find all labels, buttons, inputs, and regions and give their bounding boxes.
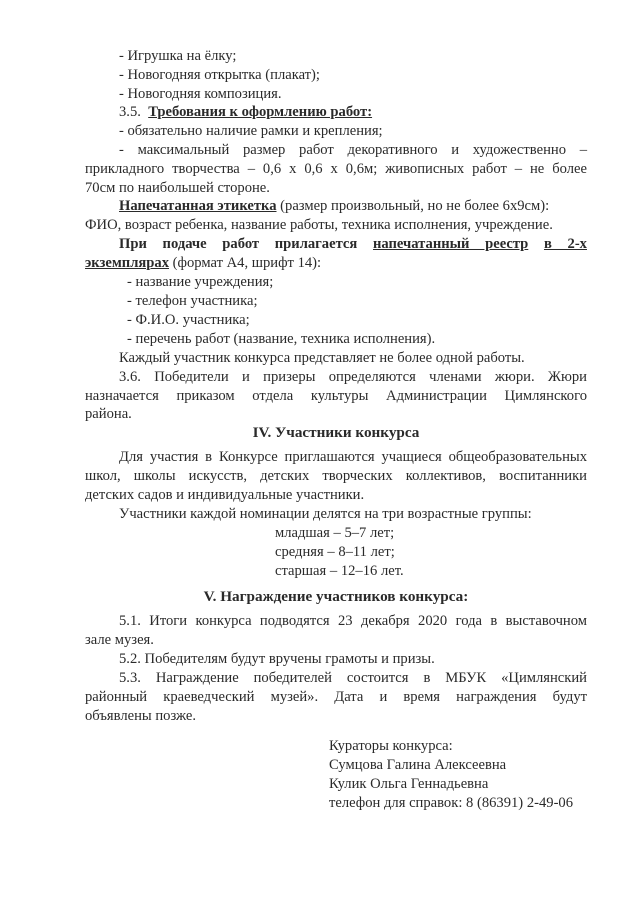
list-item: - Ф.И.О. участника; (127, 312, 250, 328)
requirement-frame: - обязательно наличие рамки и крепления; (119, 123, 383, 139)
registry-line (119, 235, 587, 253)
section-title: Требования к оформлению работ: (148, 104, 373, 120)
section-5-3-line: 5.3. Награждение победителей состоится в МБУК «Цимлянский (119, 670, 587, 686)
label-size: (размер произвольный, но не более 6х9см): (280, 198, 550, 214)
requirement-size-line: 70см по наибольшей стороне. (85, 180, 270, 196)
section-4-paragraph-line: школ, школы искусств, детских творческих коллективов, воспитанники (85, 468, 587, 484)
registry-link: в 2-х (543, 236, 587, 252)
requirement-size-line: прикладного творчества – 0,6 х 0,6 х 0,6м; живописных работ – не более (85, 161, 587, 177)
section-4-paragraph-line: Для участия в Конкурсе приглашаются учащиеся общеобразовательных (119, 449, 587, 465)
section-3-6-line: района. (85, 406, 132, 422)
section-5-3-line: районный краеведческий музей». Дата и время награждения будут (85, 689, 587, 705)
section-3-6-line: назначается приказом отдела культуры Администрации Цимлянского (85, 388, 587, 404)
age-group: младшая – 5–7 лет; (275, 525, 395, 541)
list-item: - Игрушка на ёлку; (119, 48, 237, 64)
curators-title: Кураторы конкурса: (329, 738, 453, 754)
list-item: - Новогодняя композиция. (119, 86, 282, 102)
requirement-size-line: - максимальный размер работ декоративного и художественно – (119, 142, 587, 158)
section-3-6-line: 3.6. Победители и призеры определяются членами жюри. Жюри (119, 369, 587, 385)
section-5-heading: V. Награждение участников конкурса: (203, 588, 469, 605)
age-groups-intro: Участники каждой номинации делятся на три возрастные группы: (119, 506, 532, 522)
section-4-paragraph-line: детских садов и индивидуальные участники. (85, 487, 365, 503)
label-contents: ФИО, возраст ребенка, название работы, техника исполнения, учреждение. (85, 217, 553, 233)
label-title: Напечатанная этикетка (119, 198, 277, 214)
section-5-1-line: зале музея. (85, 632, 154, 648)
list-item: - перечень работ (название, техника исполнения). (127, 331, 436, 347)
registry-lead: При подаче работ прилагается (119, 236, 358, 252)
list-item: - телефон участника; (127, 293, 258, 309)
section-5-2: 5.2. Победителям будут вручены грамоты и призы. (119, 651, 435, 667)
curator-name: Сумцова Галина Алексеевна (329, 757, 507, 773)
age-group: средняя – 8–11 лет; (275, 544, 395, 560)
registry-link: экземплярах (85, 255, 170, 271)
contact-phone: телефон для справок: 8 (86391) 2-49-06 (329, 795, 574, 811)
list-item: - название учреждения; (127, 274, 274, 290)
label-requirement (119, 197, 549, 215)
section-5-3-line: объявлены позже. (85, 708, 196, 724)
curator-name: Кулик Ольга Геннадьевна (329, 776, 489, 792)
section-5-1-line: 5.1. Итоги конкурса подводятся 23 декабря 2020 года в выставочном (119, 613, 587, 629)
registry-link: напечатанный реестр (372, 236, 529, 252)
section-4-heading: IV. Участники конкурса (252, 424, 420, 441)
section-number: 3.5. (119, 104, 141, 120)
section-3-5-heading (119, 103, 372, 121)
registry-line (85, 254, 321, 272)
registry-format: (формат А4, шрифт 14): (172, 255, 322, 271)
age-group: старшая – 12–16 лет. (275, 563, 404, 579)
one-work-rule: Каждый участник конкурса представляет не более одной работы. (119, 350, 525, 366)
list-item: - Новогодняя открытка (плакат); (119, 67, 320, 83)
